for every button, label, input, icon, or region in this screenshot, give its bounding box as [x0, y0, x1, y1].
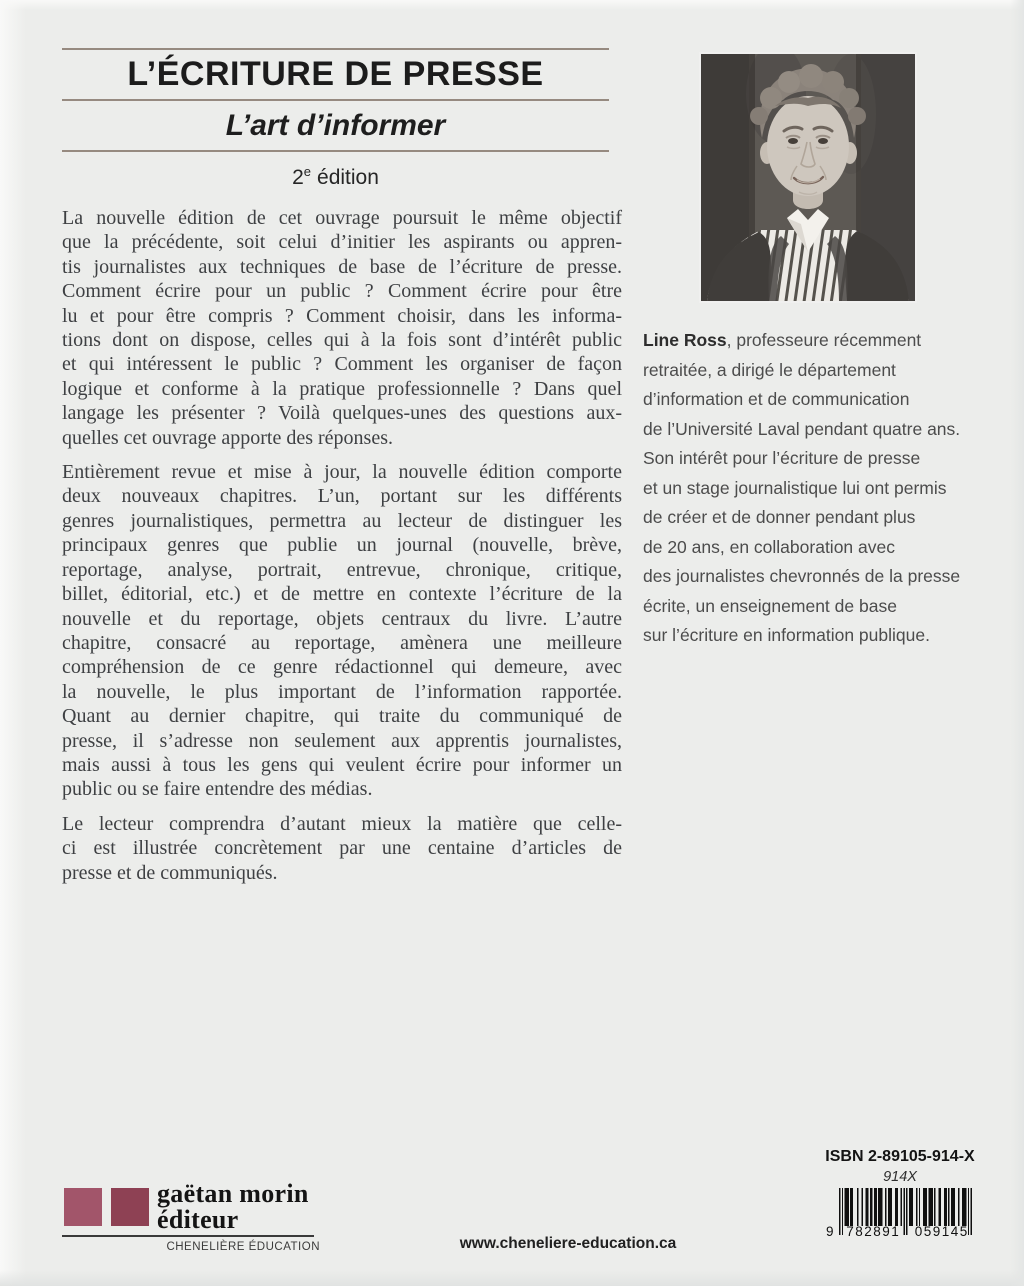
scan-edge-left	[0, 0, 26, 1286]
body-text-line: Entièrement revue et mise à jour, la nouvelle édition comporte	[62, 461, 622, 484]
barcode-digits	[826, 1224, 976, 1239]
scan-edge-top	[0, 0, 1024, 10]
barcode-digit-group: 782891	[846, 1224, 901, 1239]
bio-text-line: d’information et de communication	[643, 389, 910, 409]
barcode-digit-group: 059145	[914, 1224, 969, 1239]
body-text-line: billet, éditorial, etc.) et de mettre en contexte l’écriture de la	[62, 583, 622, 606]
body-text-line: La nouvelle édition de cet ouvrage poursuit le même objectif	[62, 207, 622, 229]
author-bio	[643, 326, 983, 651]
body-text-line: que la précédente, soit celui d’initier les aspirants ou appren-	[62, 231, 622, 254]
logo-square-icon	[111, 1188, 149, 1226]
description-paragraph-3	[62, 812, 622, 885]
bio-text-line: de 20 ans, en collaboration avec	[643, 536, 895, 557]
masthead-rule-bottom	[62, 150, 609, 152]
bio-first-line	[643, 326, 983, 356]
edition-word: édition	[317, 166, 379, 189]
body-text-line: logique et conforme à la pratique professionnelle ? Dans quel	[62, 377, 622, 400]
body-text-line: Quant au dernier chapitre, qui traite du communiqué de	[62, 705, 622, 728]
body-text-line: public ou se faire entendre des médias.	[62, 778, 373, 801]
isbn-label: ISBN 2-89105-914-X	[825, 1148, 975, 1165]
body-text-line: tions dont on dispose, celles qui à la fois sont d’intérêt public	[62, 329, 622, 352]
body-text-line: lu et pour être compris ? Comment choisir, dans les informa-	[62, 304, 622, 327]
author-portrait-illustration	[701, 54, 915, 301]
body-text-line: reportage, analyse, portrait, entrevue, chronique, critique,	[62, 558, 622, 581]
scan-edge-bottom	[0, 1270, 1024, 1286]
publisher-logo-icon	[64, 1188, 149, 1226]
body-text-line: Comment écrire pour un public ? Comment écrire pour être	[62, 280, 622, 303]
bio-text-line: et un stage journalistique lui ont permis	[643, 477, 947, 498]
description-paragraph-1	[62, 206, 622, 450]
publisher-rule	[62, 1235, 314, 1237]
edition-number: 2	[292, 166, 304, 189]
bio-first-line-rest: , professeure récemment	[726, 330, 922, 350]
bio-text-line: sur l’écriture en information publique.	[643, 625, 930, 645]
body-text-line: et qui intéressent le public ? Comment les organiser de façon	[62, 353, 622, 376]
publisher-brand: CHENELIÈRE ÉDUCATION	[166, 1241, 320, 1253]
isbn-short-code: 914X	[883, 1169, 917, 1185]
body-text-line: mais aussi à tous les gens qui veulent écrire pour informer un	[62, 753, 622, 776]
body-text-line: presse, il s’adresse non seulement aux apprentis journalistes,	[62, 729, 622, 752]
author-name: Line Ross	[643, 330, 727, 350]
bio-text-line: écrite, un enseignement de base	[643, 595, 897, 616]
back-cover-description	[62, 206, 622, 895]
body-text-line: deux nouveaux chapitres. L’un, portant sur les différents	[62, 485, 622, 508]
bio-text-line: de créer et de donner pendant plus	[643, 507, 916, 527]
body-text-line: Le lecteur comprendra d’autant mieux la matière que celle-	[62, 812, 622, 835]
bio-text-line: Son intérêt pour l’écriture de presse	[643, 448, 921, 468]
bio-lines	[643, 356, 983, 651]
book-title: L’ÉCRITURE DE PRESSE	[127, 55, 544, 93]
bio-text-line: retraitée, a dirigé le département	[643, 359, 896, 380]
masthead	[62, 48, 609, 190]
edition-ordinal-suffix: e	[303, 164, 312, 179]
edition-label	[62, 166, 609, 190]
barcode-digit-group: 9	[826, 1224, 834, 1239]
body-text-line: tis journalistes aux techniques de base de l’écriture de presse.	[62, 255, 622, 278]
bio-text-line: de l’Université Laval pendant quatre ans.	[643, 418, 961, 439]
body-text-line: quelles cet ouvrage apporte des réponses.	[62, 426, 393, 449]
bio-text-line: des journalistes chevronnés de la presse	[643, 566, 961, 586]
body-text-line: genres journalistiques, permettra au lecteur de distinguer les	[62, 509, 622, 532]
scan-edge-right	[1010, 0, 1024, 1286]
logo-square-icon	[64, 1188, 102, 1226]
body-text-line: langage les présenter ? Voilà quelques-unes des questions aux-	[62, 402, 622, 425]
body-text-line: chapitre, consacré au reportage, amènera une meilleure	[62, 631, 622, 654]
publisher-name-line2: éditeur	[157, 1205, 239, 1234]
publisher-name	[157, 1181, 309, 1233]
body-text-line: ci est illustrée concrètement par une centaine d’articles de	[62, 837, 622, 860]
book-subtitle: L’art d’informer	[225, 109, 446, 142]
body-text-line: presse et de communiqués.	[62, 861, 278, 884]
publisher-name-line1: gaëtan morin	[157, 1179, 309, 1208]
publisher-website: www.cheneliere-education.ca	[459, 1235, 677, 1252]
ean-barcode	[826, 1188, 976, 1250]
author-photo	[699, 52, 917, 303]
body-text-line: nouvelle et du reportage, objets centraux du livre. L’autre	[62, 607, 622, 630]
description-paragraph-2	[62, 460, 622, 802]
body-text-line: principaux genres que publie un journal (nouvelle, brève,	[62, 534, 622, 557]
body-text-line: la nouvelle, le plus important de l’information rapportée.	[62, 680, 622, 703]
body-text-line: compréhension de ce genre rédactionnel qui demeure, avec	[62, 656, 622, 679]
